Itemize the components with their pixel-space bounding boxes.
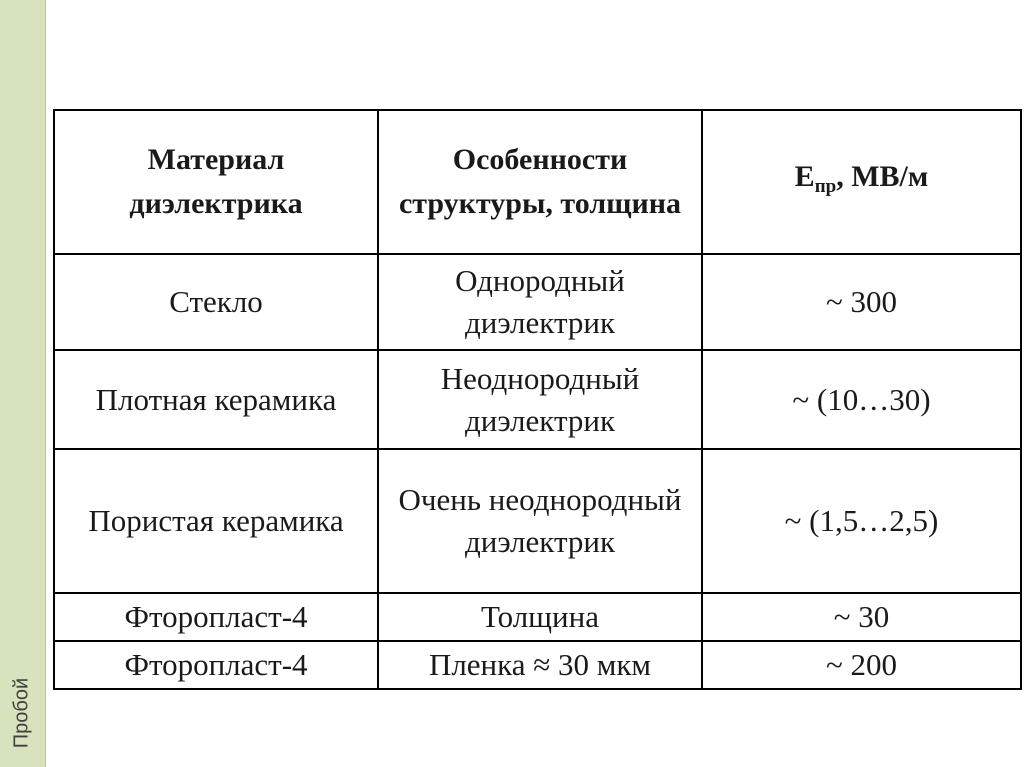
table-header-row: [54, 110, 1021, 254]
cell-material: Стекло: [54, 254, 378, 350]
header-field-unit: , МВ/м: [836, 160, 929, 193]
cell-material: Фторопласт-4: [54, 641, 378, 689]
cell-material: Пористая керамика: [54, 449, 378, 593]
breakdown-table: [53, 109, 1022, 690]
header-field-symbol: E: [794, 160, 815, 193]
table-row: [54, 254, 1021, 350]
cell-structure: Очень неоднородный диэлектрик: [378, 449, 702, 593]
cell-structure: Пленка ≈ 30 мкм: [378, 641, 702, 689]
header-field-strength: [702, 110, 1021, 254]
table-row: [54, 593, 1021, 641]
cell-material: Фторопласт-4: [54, 593, 378, 641]
table-row: [54, 641, 1021, 689]
cell-structure: Толщина: [378, 593, 702, 641]
header-field-subscript: пр: [814, 176, 837, 197]
cell-value: ~ 30: [702, 593, 1021, 641]
cell-value: ~ 200: [702, 641, 1021, 689]
sidebar-divider: [45, 0, 46, 767]
cell-value: ~ (10…30): [702, 350, 1021, 449]
header-material: Материал диэлектрика: [54, 110, 378, 254]
header-structure: Особенности структуры, толщина: [378, 110, 702, 254]
cell-material: Плотная керамика: [54, 350, 378, 449]
table-row: [54, 350, 1021, 449]
cell-value: ~ (1,5…2,5): [702, 449, 1021, 593]
cell-structure: Неоднородный диэлектрик: [378, 350, 702, 449]
cell-structure: Однородный диэлектрик: [378, 254, 702, 350]
table-row: [54, 449, 1021, 593]
sidebar-band: [0, 0, 45, 767]
sidebar-label: Пробой: [10, 677, 33, 749]
cell-value: ~ 300: [702, 254, 1021, 350]
